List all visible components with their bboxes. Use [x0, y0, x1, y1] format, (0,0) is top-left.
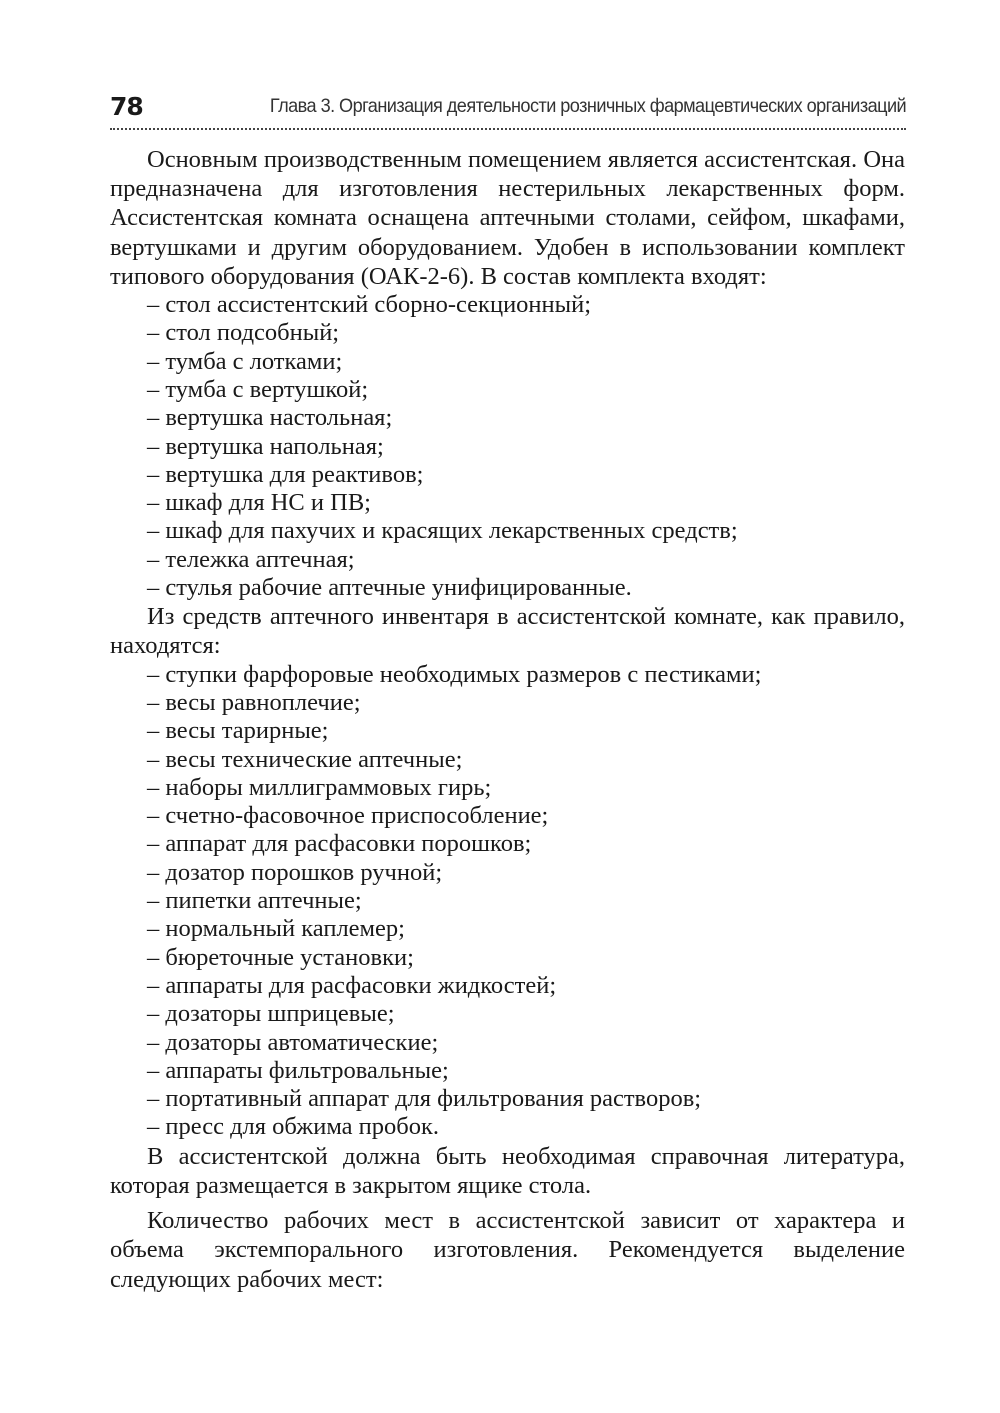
list-item: – весы тарирные;	[110, 717, 905, 745]
paragraph: Из средств аптечного инвентаря в ассистентской комнате, как правило, находятся:	[110, 603, 905, 660]
list-item: – вертушка настольная;	[110, 404, 905, 432]
page-body	[110, 145, 905, 1294]
equipment-list	[110, 291, 905, 602]
list-item: – пипетки аптечные;	[110, 887, 905, 915]
list-item: – аппарат для расфасовки порошков;	[110, 830, 905, 858]
running-title: Глава 3. Организация деятельности розничных фармацевтических организаций	[269, 95, 906, 117]
list-item: – ступки фарфоровые необходимых размеров с пестиками;	[110, 661, 905, 689]
list-item: – дозаторы автоматические;	[110, 1029, 905, 1057]
list-item: – счетно-фасовочное приспособление;	[110, 802, 905, 830]
list-item: – вертушка напольная;	[110, 433, 905, 461]
inventory-list	[110, 661, 905, 1142]
header-dotted-rule	[110, 128, 906, 130]
list-item: – весы равноплечие;	[110, 689, 905, 717]
paragraph: В ассистентской должна быть необходимая справочная литература, которая размещается в закрытом ящике стола.	[110, 1142, 905, 1199]
list-item: – стулья рабочие аптечные унифицированные.	[110, 574, 905, 602]
list-item: – тележка аптечная;	[110, 546, 905, 574]
list-item: – шкаф для НС и ПВ;	[110, 489, 905, 517]
paragraph: Количество рабочих мест в ассистентской зависит от характера и объема экстемпорального изготовления. Рекомендуется выделение следующих рабочих мест:	[110, 1207, 905, 1293]
list-item: – дозатор порошков ручной;	[110, 859, 905, 887]
list-item: – стол ассистентский сборно-секционный;	[110, 291, 905, 319]
list-item: – аппараты фильтровальные;	[110, 1057, 905, 1085]
list-item: – тумба с лотками;	[110, 348, 905, 376]
page-header	[110, 92, 906, 132]
paragraph: Основным производственным помещением является ассистентская. Она предназначена для изготовления нестерильных лекарственных форм. Ассистентская комната оснащена аптечными столами, сейфом, шкафами, вертушками и другим оборудованием. Удобен в использовании комплект типового оборудования (ОАК-2-6). В состав комплекта входят:	[110, 146, 905, 290]
list-item: – аппараты для расфасовки жидкостей;	[110, 972, 905, 1000]
page-number: 78	[110, 92, 143, 121]
list-item: – пресс для обжима пробок.	[110, 1113, 905, 1141]
list-item: – шкаф для пахучих и красящих лекарственных средств;	[110, 517, 905, 545]
list-item: – тумба с вертушкой;	[110, 376, 905, 404]
list-item: – нормальный каплемер;	[110, 915, 905, 943]
list-item: – бюреточные установки;	[110, 944, 905, 972]
list-item: – портативный аппарат для фильтрования растворов;	[110, 1085, 905, 1113]
list-item: – дозаторы шприцевые;	[110, 1000, 905, 1028]
list-item: – наборы миллиграммовых гирь;	[110, 774, 905, 802]
list-item: – стол подсобный;	[110, 319, 905, 347]
list-item: – весы технические аптечные;	[110, 746, 905, 774]
list-item: – вертушка для реактивов;	[110, 461, 905, 489]
